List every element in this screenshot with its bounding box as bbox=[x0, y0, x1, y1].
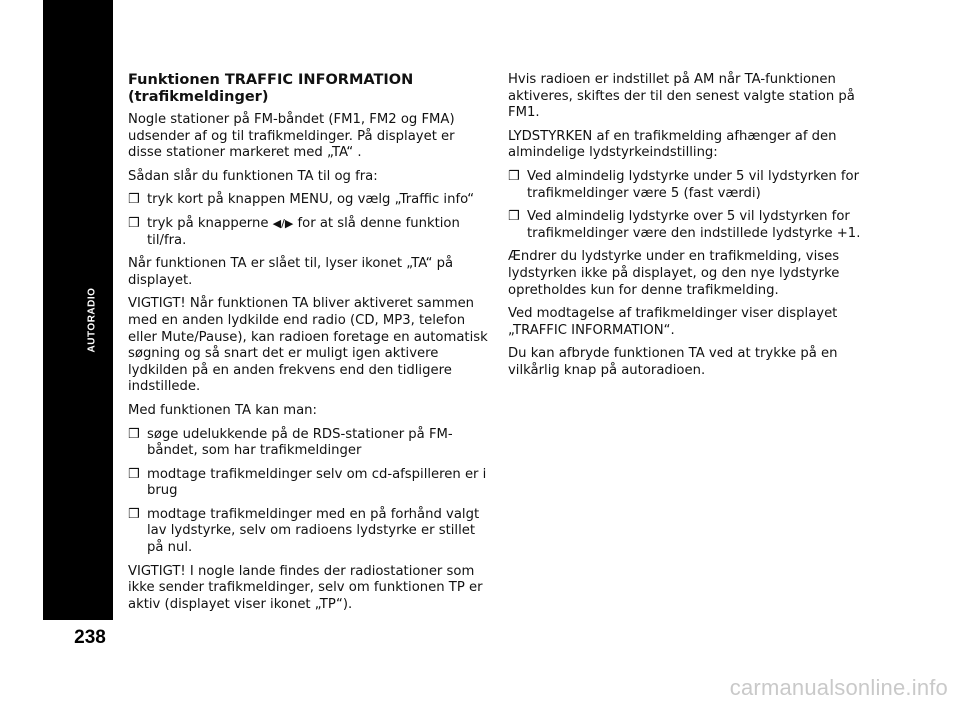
checkbox-bullet-icon: ❒ bbox=[128, 466, 140, 482]
page-number: 238 bbox=[74, 627, 106, 648]
display-paragraph: Ved modtagelse af trafikmeldinger viser displayet „TRAFFIC INFORMATION“. bbox=[508, 306, 838, 338]
checkbox-bullet-icon: ❒ bbox=[128, 506, 140, 522]
am-paragraph: Hvis radioen er indstillet på AM når TA-funktionen aktiveres, skiftes der til den senest valgte station på FM1. bbox=[508, 72, 855, 121]
ta-capabilities-intro: Med funktionen TA kan man: bbox=[128, 402, 317, 418]
watermark: carmanualsonline.info bbox=[729, 675, 948, 700]
intro-paragraph: Nogle stationer på FM-båndet (FM1, FM2 og FMA) udsender af og til trafikmeldinger. På displayet er disse stationer markeret med „TA“ . bbox=[128, 112, 455, 161]
left-column bbox=[128, 72, 488, 620]
checkbox-bullet-icon: ❒ bbox=[128, 192, 140, 208]
checkbox-bullet-icon: ❒ bbox=[508, 209, 520, 225]
arrow-buttons-icon: ◀/▶ bbox=[272, 216, 294, 230]
heading-line-1: Funktionen TRAFFIC INFORMATION bbox=[128, 72, 414, 88]
section-heading bbox=[128, 72, 488, 106]
checkbox-bullet-icon: ❒ bbox=[508, 168, 520, 184]
list-item: ❒ tryk kort på knappen MENU, og vælg „Traffic info“ bbox=[128, 192, 475, 208]
checkbox-bullet-icon: ❒ bbox=[128, 426, 140, 442]
list-item: ❒ modtage trafikmeldinger med en på forhånd valgt lav lydstyrke, selv om radioens lydstyrke er stillet på nul. bbox=[128, 506, 480, 556]
list-item: ❒ tryk på knapperne ◀/▶ for at slå denne funktion til/fra. bbox=[128, 215, 460, 248]
ta-active-paragraph: Når funktionen TA er slået til, lyser ikonet „TA“ på displayet. bbox=[128, 256, 454, 288]
section-label: AUTORADIO bbox=[86, 287, 98, 353]
list-item: ❒ modtage trafikmeldinger selv om cd-afspilleren er i brug bbox=[128, 466, 487, 499]
toggle-intro: Sådan slår du funktionen TA til og fra: bbox=[128, 168, 378, 184]
sidebar-bar bbox=[43, 0, 113, 620]
list-item: ❒ Ved almindelig lydstyrke over 5 vil lydstyrken for trafikmeldinger være den indstillede lydstyrke +1. bbox=[508, 209, 861, 241]
important-note-2: VIGTIGT! I nogle lande findes der radiostationer som ikke sender trafikmeldinger, selv om funktionen TP er aktiv (displayet viser ikonet „TP“). bbox=[128, 563, 483, 612]
right-column bbox=[508, 72, 868, 387]
important-note-1: VIGTIGT! Når funktionen TA bliver aktiveret sammen med en anden lydkilde end radio (CD, MP3, telefon eller Mute/Pause), kan radioen foretage en automatisk søgning og så snart det er muligt igen aktivere lydkilden på en anden frekvens end den tidligere indstillede. bbox=[128, 296, 488, 395]
list-item: ❒ Ved almindelig lydstyrke under 5 vil lydstyrken for trafikmeldinger være 5 (fast værdi) bbox=[508, 168, 860, 201]
volume-paragraph: LYDSTYRKEN af en trafikmelding afhænger af den almindelige lydstyrkeindstilling: bbox=[508, 128, 837, 161]
heading-line-2: (trafikmeldinger) bbox=[128, 89, 269, 105]
list-item: ❒ søge udelukkende på de RDS-stationer på FM-båndet, som har trafikmeldinger bbox=[128, 426, 453, 459]
cancel-paragraph: Du kan afbryde funktionen TA ved at trykke på en vilkårlig knap på autoradioen. bbox=[508, 346, 838, 378]
checkbox-bullet-icon: ❒ bbox=[128, 215, 140, 231]
volume-change-paragraph: Ændrer du lydstyrke under en trafikmelding, vises lydstyrken ikke på displayet, og den nye lydstyrke opretholdes kun for denne trafikmelding. bbox=[508, 249, 840, 298]
